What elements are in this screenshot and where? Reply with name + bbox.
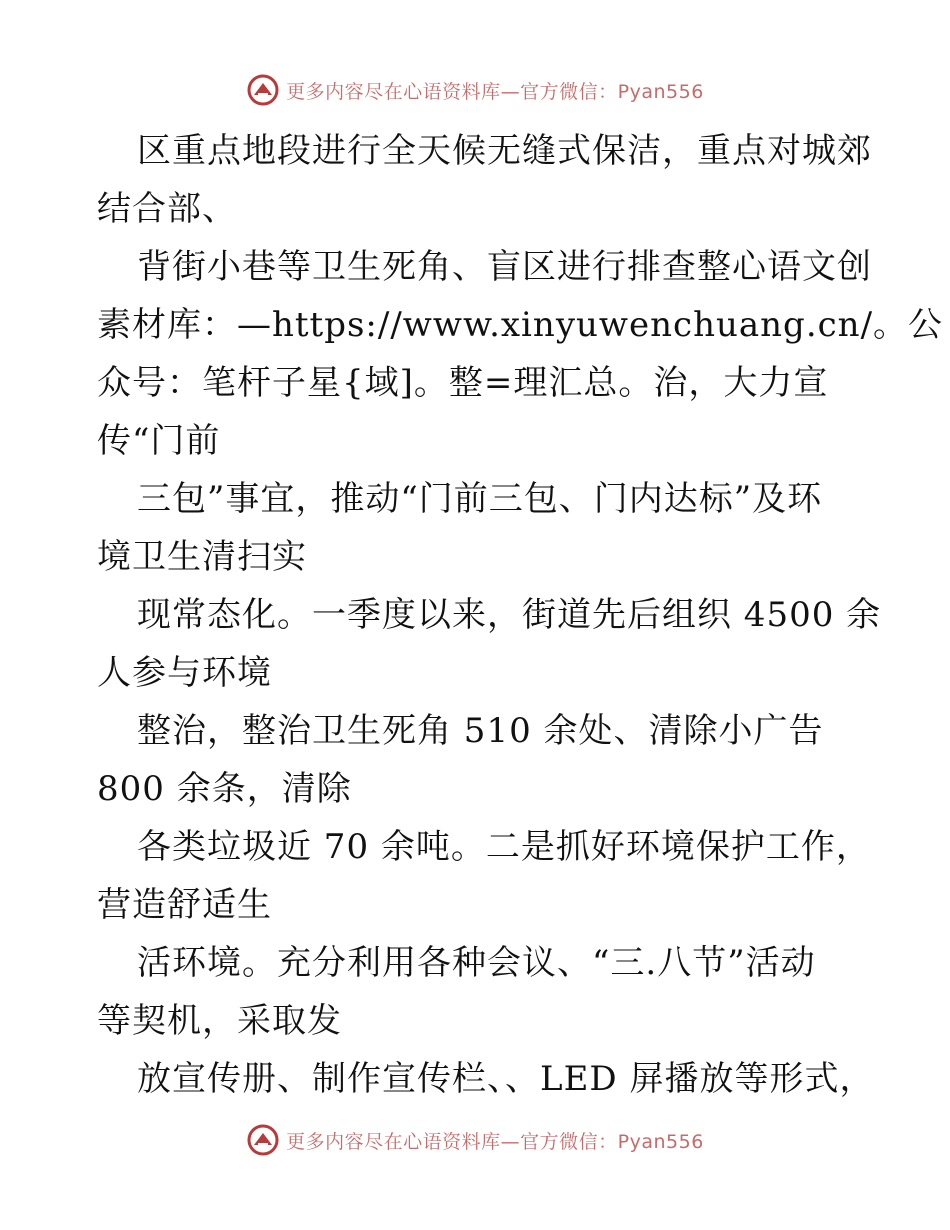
text-line: 区重点地段进行全天候无缝式保洁，重点对城郊 bbox=[137, 131, 872, 171]
book-seal-icon bbox=[246, 1123, 280, 1157]
header-watermark bbox=[0, 70, 950, 110]
watermark-text: 更多内容尽在心语资料库—官方微信：Pyan556 bbox=[286, 80, 704, 103]
text-line: 素材库：—https://www.xinyuwenchuang.cn/。公 bbox=[97, 305, 944, 345]
document-body bbox=[97, 122, 944, 1108]
text-line: 境卫生清扫实 bbox=[97, 537, 307, 577]
text-line: 众号：笔杆子星{域]。整=理汇总。治，大力宣 bbox=[97, 363, 829, 403]
text-line: 传“门前 bbox=[97, 421, 221, 461]
text-line: 800 余条，清除 bbox=[97, 769, 352, 809]
text-line: 活环境。充分利用各种会议、“三.八节”活动 bbox=[137, 943, 816, 983]
watermark-text: 更多内容尽在心语资料库—官方微信：Pyan556 bbox=[286, 1130, 704, 1153]
text-line: 背街小巷等卫生死角、盲区进行排查整心语文创 bbox=[137, 247, 872, 287]
book-seal-icon bbox=[246, 73, 280, 107]
text-line: 放宣传册、制作宣传栏、、LED 屏播放等形式， bbox=[137, 1059, 875, 1099]
text-line: 营造舒适生 bbox=[97, 885, 272, 925]
text-line: 三包”事宜，推动“门前三包、门内达标”及环 bbox=[137, 479, 823, 519]
text-line: 现常态化。一季度以来，街道先后组织 4500 余 bbox=[137, 595, 882, 635]
text-line: 各类垃圾近 70 余吨。二是抓好环境保护工作， bbox=[137, 827, 871, 867]
footer-watermark bbox=[0, 1120, 950, 1160]
text-line: 人参与环境 bbox=[97, 653, 272, 693]
text-line: 等契机，采取发 bbox=[97, 1001, 342, 1041]
text-line: 结合部、 bbox=[97, 189, 237, 229]
text-line: 整治，整治卫生死角 510 余处、清除小广告 bbox=[137, 711, 824, 751]
